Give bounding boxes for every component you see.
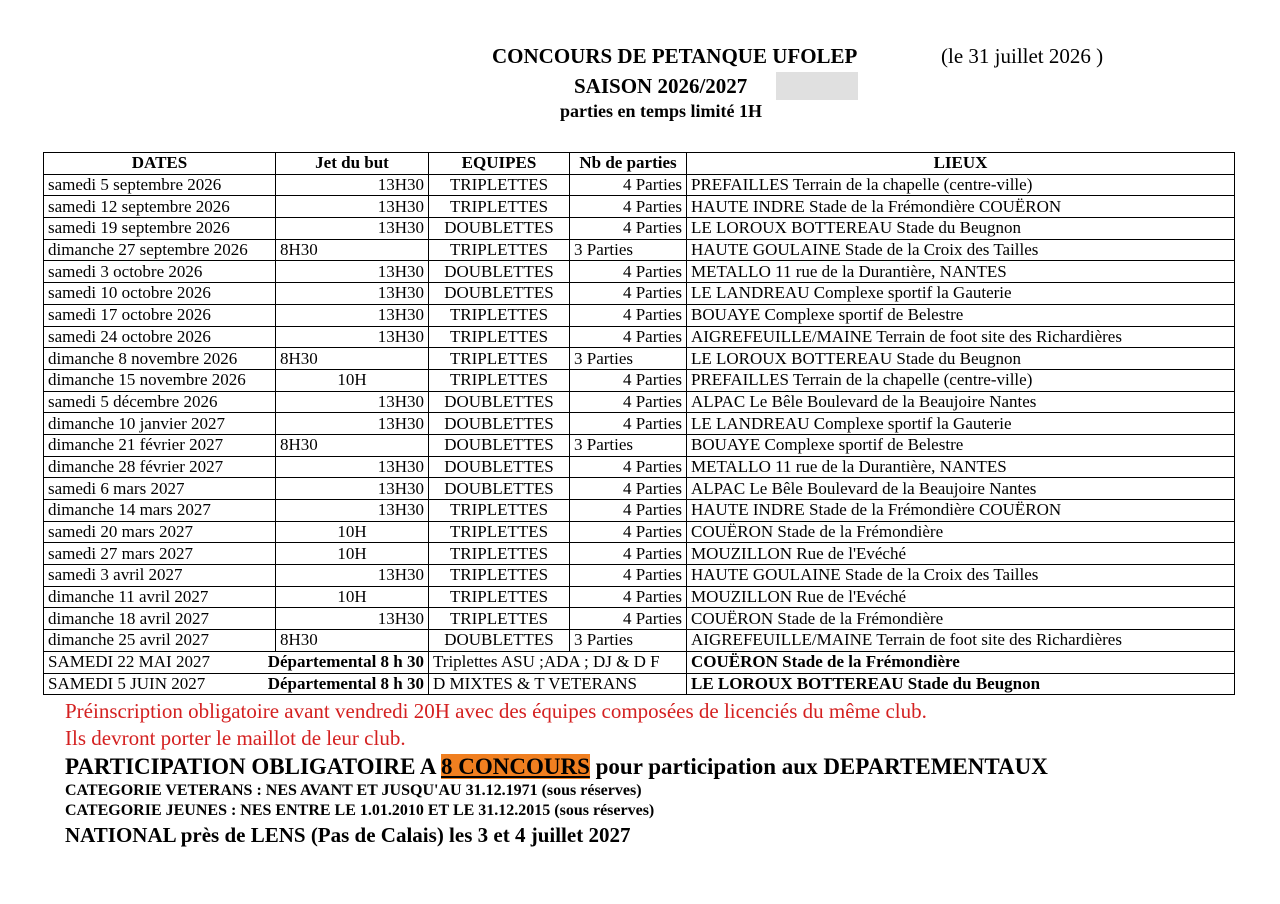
nb-cell: 4 Parties bbox=[570, 326, 687, 348]
participation-note bbox=[65, 752, 1048, 781]
lieu-cell: BOUAYE Complexe sportif de Belestre bbox=[687, 434, 1235, 456]
date-cell: dimanche 8 novembre 2026 bbox=[44, 348, 276, 370]
date-cell: samedi 5 décembre 2026 bbox=[44, 391, 276, 413]
date-cell: dimanche 18 avril 2027 bbox=[44, 608, 276, 630]
nb-cell: 4 Parties bbox=[570, 478, 687, 500]
jet-cell: 13H30 bbox=[276, 391, 429, 413]
date-cell: samedi 3 octobre 2026 bbox=[44, 261, 276, 283]
equipes-cell: TRIPLETTES bbox=[429, 565, 570, 587]
special-date-cell bbox=[44, 651, 429, 673]
date-cell: dimanche 28 février 2027 bbox=[44, 456, 276, 478]
maillot-note: Ils devront porter le maillot de leur club. bbox=[65, 726, 406, 750]
lieu-cell: COUËRON Stade de la Frémondière bbox=[687, 521, 1235, 543]
col-header-jet: Jet du but bbox=[276, 153, 429, 175]
col-header-lieux: LIEUX bbox=[687, 153, 1235, 175]
table-row bbox=[44, 261, 1235, 283]
table-row bbox=[44, 218, 1235, 240]
date-cell: dimanche 21 février 2027 bbox=[44, 434, 276, 456]
jet-cell: 13H30 bbox=[276, 565, 429, 587]
table-row bbox=[44, 326, 1235, 348]
lieu-cell: COUËRON Stade de la Frémondière bbox=[687, 608, 1235, 630]
special-dept: Départemental 8 h 30 bbox=[267, 673, 424, 693]
table-row bbox=[44, 348, 1235, 370]
notes-block bbox=[65, 698, 1048, 849]
table-row bbox=[44, 608, 1235, 630]
table-row bbox=[44, 478, 1235, 500]
table-header-row bbox=[44, 153, 1235, 175]
date-cell: samedi 3 avril 2027 bbox=[44, 565, 276, 587]
equipes-cell: DOUBLETTES bbox=[429, 283, 570, 305]
equipes-cell: TRIPLETTES bbox=[429, 326, 570, 348]
table-row bbox=[44, 239, 1235, 261]
redaction-box bbox=[776, 72, 858, 100]
lieu-cell: LE LOROUX BOTTEREAU Stade du Beugnon bbox=[687, 218, 1235, 240]
jet-cell: 8H30 bbox=[276, 434, 429, 456]
equipes-cell: TRIPLETTES bbox=[429, 543, 570, 565]
nb-cell: 4 Parties bbox=[570, 456, 687, 478]
equipes-cell: TRIPLETTES bbox=[429, 369, 570, 391]
special-date: SAMEDI 22 MAI 2027 bbox=[48, 652, 210, 672]
nb-cell: 3 Parties bbox=[570, 239, 687, 261]
season-title: SAISON 2026/2027 bbox=[574, 74, 748, 98]
document-title: CONCOURS DE PETANQUE UFOLEP bbox=[492, 44, 858, 68]
date-cell: samedi 5 septembre 2026 bbox=[44, 174, 276, 196]
nb-cell: 3 Parties bbox=[570, 434, 687, 456]
participation-highlight: 8 CONCOURS bbox=[441, 754, 590, 779]
table-row bbox=[44, 565, 1235, 587]
lieu-cell: METALLO 11 rue de la Durantière, NANTES bbox=[687, 261, 1235, 283]
subtitle: parties en temps limité 1H bbox=[560, 101, 762, 121]
lieu-cell: LE LANDREAU Complexe sportif la Gauterie bbox=[687, 413, 1235, 435]
nb-cell: 4 Parties bbox=[570, 261, 687, 283]
table-row bbox=[44, 369, 1235, 391]
special-date-cell bbox=[44, 673, 429, 695]
nb-cell: 3 Parties bbox=[570, 348, 687, 370]
lieu-cell: ALPAC Le Bêle Boulevard de la Beaujoire Nantes bbox=[687, 391, 1235, 413]
col-header-nb: Nb de parties bbox=[570, 153, 687, 175]
nb-cell: 4 Parties bbox=[570, 391, 687, 413]
lieu-cell: HAUTE GOULAINE Stade de la Croix des Tailles bbox=[687, 565, 1235, 587]
jet-cell: 13H30 bbox=[276, 500, 429, 522]
participation-post: pour participation aux DEPARTEMENTAUX bbox=[589, 754, 1048, 779]
lieu-cell: PREFAILLES Terrain de la chapelle (centre-ville) bbox=[687, 174, 1235, 196]
lieu-cell: BOUAYE Complexe sportif de Belestre bbox=[687, 304, 1235, 326]
jet-cell: 13H30 bbox=[276, 456, 429, 478]
table-row bbox=[44, 456, 1235, 478]
jet-cell: 13H30 bbox=[276, 608, 429, 630]
date-cell: samedi 19 septembre 2026 bbox=[44, 218, 276, 240]
special-lieu: COUËRON Stade de la Frémondière bbox=[687, 651, 1235, 673]
nb-cell: 4 Parties bbox=[570, 304, 687, 326]
equipes-cell: DOUBLETTES bbox=[429, 391, 570, 413]
equipes-cell: DOUBLETTES bbox=[429, 478, 570, 500]
table-row bbox=[44, 630, 1235, 652]
nb-cell: 4 Parties bbox=[570, 608, 687, 630]
lieu-cell: PREFAILLES Terrain de la chapelle (centre-ville) bbox=[687, 369, 1235, 391]
lieu-cell: HAUTE GOULAINE Stade de la Croix des Tailles bbox=[687, 239, 1235, 261]
equipes-cell: TRIPLETTES bbox=[429, 500, 570, 522]
table-row bbox=[44, 283, 1235, 305]
jet-cell: 8H30 bbox=[276, 348, 429, 370]
veterans-note: CATEGORIE VETERANS : NES AVANT ET JUSQU'AU 31.12.1971 (sous réserves) bbox=[65, 782, 642, 799]
equipes-cell: DOUBLETTES bbox=[429, 630, 570, 652]
table-row-special bbox=[44, 651, 1235, 673]
jet-cell: 13H30 bbox=[276, 174, 429, 196]
nb-cell: 4 Parties bbox=[570, 369, 687, 391]
jet-cell: 13H30 bbox=[276, 413, 429, 435]
jet-cell: 10H bbox=[276, 586, 429, 608]
equipes-cell: DOUBLETTES bbox=[429, 434, 570, 456]
jet-cell: 10H bbox=[276, 521, 429, 543]
special-equipes: D MIXTES & T VETERANS bbox=[429, 673, 687, 695]
date-cell: samedi 17 octobre 2026 bbox=[44, 304, 276, 326]
lieu-cell: ALPAC Le Bêle Boulevard de la Beaujoire Nantes bbox=[687, 478, 1235, 500]
nb-cell: 4 Parties bbox=[570, 283, 687, 305]
equipes-cell: TRIPLETTES bbox=[429, 304, 570, 326]
lieu-cell: LE LOROUX BOTTEREAU Stade du Beugnon bbox=[687, 348, 1235, 370]
table-row bbox=[44, 586, 1235, 608]
table-row bbox=[44, 543, 1235, 565]
nb-cell: 3 Parties bbox=[570, 630, 687, 652]
jet-cell: 13H30 bbox=[276, 326, 429, 348]
table-row bbox=[44, 434, 1235, 456]
nb-cell: 4 Parties bbox=[570, 500, 687, 522]
table-row bbox=[44, 196, 1235, 218]
lieu-cell: METALLO 11 rue de la Durantière, NANTES bbox=[687, 456, 1235, 478]
equipes-cell: TRIPLETTES bbox=[429, 608, 570, 630]
jet-cell: 13H30 bbox=[276, 283, 429, 305]
nb-cell: 4 Parties bbox=[570, 174, 687, 196]
special-equipes: Triplettes ASU ;ADA ; DJ & D F bbox=[429, 651, 687, 673]
nb-cell: 4 Parties bbox=[570, 196, 687, 218]
nb-cell: 4 Parties bbox=[570, 413, 687, 435]
date-cell: samedi 12 septembre 2026 bbox=[44, 196, 276, 218]
nb-cell: 4 Parties bbox=[570, 586, 687, 608]
lieu-cell: AIGREFEUILLE/MAINE Terrain de foot site des Richardières bbox=[687, 326, 1235, 348]
equipes-cell: DOUBLETTES bbox=[429, 261, 570, 283]
preinscription-note: Préinscription obligatoire avant vendredi 20H avec des équipes composées de licenciés du même club. bbox=[65, 699, 927, 723]
date-cell: dimanche 11 avril 2027 bbox=[44, 586, 276, 608]
participation-pre: PARTICIPATION OBLIGATOIRE A bbox=[65, 754, 441, 779]
equipes-cell: TRIPLETTES bbox=[429, 239, 570, 261]
lieu-cell: LE LANDREAU Complexe sportif la Gauterie bbox=[687, 283, 1235, 305]
lieu-cell: AIGREFEUILLE/MAINE Terrain de foot site des Richardières bbox=[687, 630, 1235, 652]
jet-cell: 13H30 bbox=[276, 218, 429, 240]
jet-cell: 10H bbox=[276, 543, 429, 565]
lieu-cell: MOUZILLON Rue de l'Evéché bbox=[687, 586, 1235, 608]
date-cell: samedi 20 mars 2027 bbox=[44, 521, 276, 543]
col-header-equipes: EQUIPES bbox=[429, 153, 570, 175]
date-cell: dimanche 15 novembre 2026 bbox=[44, 369, 276, 391]
nb-cell: 4 Parties bbox=[570, 543, 687, 565]
table-row bbox=[44, 413, 1235, 435]
special-lieu: LE LOROUX BOTTEREAU Stade du Beugnon bbox=[687, 673, 1235, 695]
date-cell: samedi 24 octobre 2026 bbox=[44, 326, 276, 348]
special-dept: Départemental 8 h 30 bbox=[267, 652, 424, 672]
nb-cell: 4 Parties bbox=[570, 521, 687, 543]
jet-cell: 8H30 bbox=[276, 630, 429, 652]
equipes-cell: DOUBLETTES bbox=[429, 413, 570, 435]
equipes-cell: TRIPLETTES bbox=[429, 196, 570, 218]
date-cell: samedi 6 mars 2027 bbox=[44, 478, 276, 500]
jet-cell: 8H30 bbox=[276, 239, 429, 261]
equipes-cell: TRIPLETTES bbox=[429, 174, 570, 196]
equipes-cell: TRIPLETTES bbox=[429, 348, 570, 370]
date-note: (le 31 juillet 2026 ) bbox=[941, 44, 1104, 68]
national-note: NATIONAL près de LENS (Pas de Calais) les 3 et 4 juillet 2027 bbox=[65, 823, 631, 847]
date-cell: dimanche 25 avril 2027 bbox=[44, 630, 276, 652]
jet-cell: 13H30 bbox=[276, 196, 429, 218]
table-row bbox=[44, 174, 1235, 196]
special-date: SAMEDI 5 JUIN 2027 bbox=[48, 673, 206, 693]
date-cell: dimanche 14 mars 2027 bbox=[44, 500, 276, 522]
jet-cell: 13H30 bbox=[276, 261, 429, 283]
jet-cell: 13H30 bbox=[276, 304, 429, 326]
equipes-cell: DOUBLETTES bbox=[429, 218, 570, 240]
equipes-cell: TRIPLETTES bbox=[429, 586, 570, 608]
table-row bbox=[44, 391, 1235, 413]
lieu-cell: HAUTE INDRE Stade de la Frémondière COUËRON bbox=[687, 500, 1235, 522]
nb-cell: 4 Parties bbox=[570, 565, 687, 587]
equipes-cell: DOUBLETTES bbox=[429, 456, 570, 478]
lieu-cell: HAUTE INDRE Stade de la Frémondière COUËRON bbox=[687, 196, 1235, 218]
table-row bbox=[44, 500, 1235, 522]
schedule-table bbox=[43, 152, 1235, 695]
jet-cell: 13H30 bbox=[276, 478, 429, 500]
date-cell: samedi 10 octobre 2026 bbox=[44, 283, 276, 305]
lieu-cell: MOUZILLON Rue de l'Evéché bbox=[687, 543, 1235, 565]
table-row bbox=[44, 521, 1235, 543]
table-row bbox=[44, 304, 1235, 326]
equipes-cell: TRIPLETTES bbox=[429, 521, 570, 543]
jeunes-note: CATEGORIE JEUNES : NES ENTRE LE 1.01.2010 ET LE 31.12.2015 (sous réserves) bbox=[65, 802, 655, 819]
col-header-dates: DATES bbox=[44, 153, 276, 175]
date-cell: dimanche 27 septembre 2026 bbox=[44, 239, 276, 261]
date-cell: samedi 27 mars 2027 bbox=[44, 543, 276, 565]
jet-cell: 10H bbox=[276, 369, 429, 391]
nb-cell: 4 Parties bbox=[570, 218, 687, 240]
table-row-special bbox=[44, 673, 1235, 695]
date-cell: dimanche 10 janvier 2027 bbox=[44, 413, 276, 435]
